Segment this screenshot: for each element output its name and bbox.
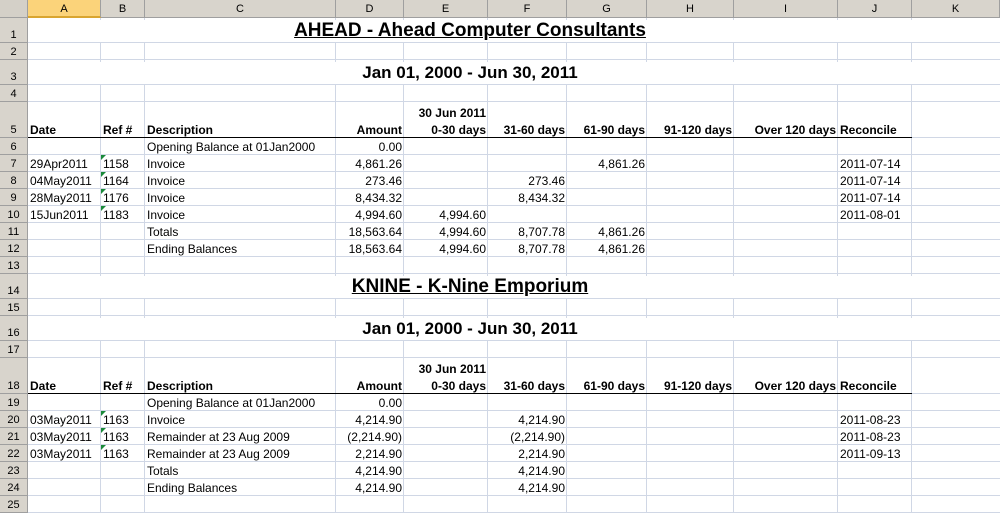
comment-indicator-icon <box>101 189 106 194</box>
comment-indicator-icon <box>101 206 106 211</box>
row-header-17[interactable]: 17 <box>0 341 28 358</box>
column-header-g[interactable]: G <box>567 0 647 18</box>
gridline-horizontal <box>28 315 1000 316</box>
line-description[interactable]: Invoice <box>147 208 186 222</box>
header-0-30-days[interactable]: 0-30 days <box>431 123 486 137</box>
worksheet-grid[interactable] <box>28 18 1000 513</box>
header-description[interactable]: Description <box>147 123 214 137</box>
report-title[interactable]: AHEAD - Ahead Computer Consultants <box>28 20 912 42</box>
header-underline <box>28 137 912 138</box>
line-31-60-days[interactable]: 4,214.90 <box>518 413 565 427</box>
row-header-14[interactable]: 14 <box>0 274 28 299</box>
gridline-horizontal <box>28 427 1000 428</box>
gridline-horizontal <box>28 239 1000 240</box>
header-date[interactable]: Date <box>30 123 57 137</box>
row-header-9[interactable]: 9 <box>0 189 28 206</box>
gridline-horizontal <box>28 42 1000 43</box>
line-31-60-days[interactable]: 2,214.90 <box>518 447 565 461</box>
opening-balance-label[interactable]: Opening Balance at 01Jan2000 <box>147 396 316 410</box>
column-header-f[interactable]: F <box>488 0 567 18</box>
row-header-3[interactable]: 3 <box>0 60 28 85</box>
column-header-i[interactable]: I <box>734 0 838 18</box>
line-description[interactable]: Invoice <box>147 191 186 205</box>
gridline-horizontal <box>28 298 1000 299</box>
header-reconcile[interactable]: Reconcile <box>840 123 897 137</box>
line-ref[interactable]: 1164 <box>103 174 129 188</box>
totals-31-60-days[interactable]: 4,214.90 <box>518 464 565 478</box>
line-date[interactable]: 15Jun2011 <box>30 208 89 222</box>
ending-0-30-days[interactable]: 4,994.60 <box>439 242 486 256</box>
line-description[interactable]: Invoice <box>147 157 186 171</box>
opening-balance-amount[interactable]: 0.00 <box>378 140 402 154</box>
header-amount[interactable]: Amount <box>356 123 402 137</box>
header-61-90-days[interactable]: 61-90 days <box>583 123 645 137</box>
row-header-1[interactable]: 1 <box>0 18 28 43</box>
totals-0-30-days[interactable]: 4,994.60 <box>439 225 486 239</box>
gridline-vertical <box>646 18 647 513</box>
row-header-6[interactable]: 6 <box>0 138 28 155</box>
line-reconcile-date[interactable]: 2011-07-14 <box>840 174 901 188</box>
totals-label[interactable]: Totals <box>147 225 179 239</box>
comment-indicator-icon <box>101 428 106 433</box>
header-over-120-days[interactable]: Over 120 days <box>754 379 836 393</box>
opening-balance-amount[interactable]: 0.00 <box>378 396 402 410</box>
column-header-c[interactable]: C <box>145 0 336 18</box>
ending-31-60-days[interactable]: 4,214.90 <box>518 481 565 495</box>
row-header-10[interactable]: 10 <box>0 206 28 223</box>
row-header-12[interactable]: 12 <box>0 240 28 257</box>
header-over-120-days[interactable]: Over 120 days <box>754 123 836 137</box>
line-amount[interactable]: (2,214.90) <box>347 430 402 444</box>
row-header-15[interactable]: 15 <box>0 299 28 316</box>
row-header-5[interactable]: 5 <box>0 102 28 138</box>
row-header-20[interactable]: 20 <box>0 411 28 428</box>
opening-balance-label[interactable]: Opening Balance at 01Jan2000 <box>147 140 316 154</box>
row-header-4[interactable]: 4 <box>0 85 28 102</box>
totals-61-90-days[interactable]: 4,861.26 <box>598 225 645 239</box>
header-description[interactable]: Description <box>147 379 214 393</box>
line-date[interactable]: 28May2011 <box>30 191 92 205</box>
line-ref[interactable]: 1163 <box>103 430 129 444</box>
header-61-90-days[interactable]: 61-90 days <box>583 379 645 393</box>
column-header-h[interactable]: H <box>647 0 734 18</box>
header-date[interactable]: Date <box>30 379 57 393</box>
row-header-19[interactable]: 19 <box>0 394 28 411</box>
column-header-e[interactable]: E <box>404 0 488 18</box>
line-ref[interactable]: 1183 <box>103 208 129 222</box>
comment-indicator-icon <box>101 445 106 450</box>
line-date[interactable]: 03May2011 <box>30 430 92 444</box>
gridline-horizontal <box>28 188 1000 189</box>
ending-31-60-days[interactable]: 8,707.78 <box>518 242 565 256</box>
comment-indicator-icon <box>101 172 106 177</box>
line-description[interactable]: Invoice <box>147 174 186 188</box>
header-as-of-date[interactable]: 30 Jun 2011 <box>418 106 486 120</box>
line-description[interactable]: Invoice <box>147 413 186 427</box>
row-header-25[interactable]: 25 <box>0 496 28 513</box>
totals-amount[interactable]: 18,563.64 <box>348 225 402 239</box>
gridline-horizontal <box>28 461 1000 462</box>
column-header-a[interactable]: A <box>28 0 101 18</box>
gridline-horizontal <box>28 478 1000 479</box>
totals-31-60-days[interactable]: 8,707.78 <box>518 225 565 239</box>
header-91-120-days[interactable]: 91-120 days <box>663 379 732 393</box>
row-header-21[interactable]: 21 <box>0 428 28 445</box>
header-reconcile[interactable]: Reconcile <box>840 379 897 393</box>
gridline-horizontal <box>28 59 1000 60</box>
line-61-90-days[interactable]: 4,861.26 <box>598 157 645 171</box>
line-reconcile-date[interactable]: 2011-08-23 <box>840 413 901 427</box>
row-header-18[interactable]: 18 <box>0 358 28 394</box>
header-91-120-days[interactable]: 91-120 days <box>663 123 732 137</box>
line-description[interactable]: Remainder at 23 Aug 2009 <box>147 447 290 461</box>
column-header-b[interactable]: B <box>101 0 145 18</box>
gridline-horizontal <box>28 154 1000 155</box>
line-amount[interactable]: 2,214.90 <box>355 447 402 461</box>
line-amount[interactable]: 273.46 <box>365 174 402 188</box>
line-date[interactable]: 04May2011 <box>30 174 92 188</box>
line-amount[interactable]: 4,994.60 <box>355 208 402 222</box>
ending-amount[interactable]: 18,563.64 <box>348 242 402 256</box>
column-header-j[interactable]: J <box>838 0 912 18</box>
line-amount[interactable]: 4,861.26 <box>355 157 402 171</box>
gridline-horizontal <box>28 410 1000 411</box>
gridline-horizontal <box>28 444 1000 445</box>
totals-amount[interactable]: 4,214.90 <box>355 464 402 478</box>
column-header-k[interactable]: K <box>912 0 1000 18</box>
gridline-horizontal <box>28 273 1000 274</box>
header-0-30-days[interactable]: 0-30 days <box>431 379 486 393</box>
gridline-horizontal <box>28 340 1000 341</box>
header-31-60-days[interactable]: 31-60 days <box>503 379 565 393</box>
header-underline <box>28 393 912 394</box>
line-31-60-days[interactable]: 8,434.32 <box>518 191 565 205</box>
row-header-13[interactable]: 13 <box>0 257 28 274</box>
comment-indicator-icon <box>101 411 106 416</box>
row-header-7[interactable]: 7 <box>0 155 28 172</box>
line-amount[interactable]: 4,214.90 <box>355 413 402 427</box>
line-description[interactable]: Remainder at 23 Aug 2009 <box>147 430 290 444</box>
gridline-horizontal <box>28 84 1000 85</box>
row-header-11[interactable]: 11 <box>0 223 28 240</box>
gridline-horizontal <box>28 495 1000 496</box>
line-reconcile-date[interactable]: 2011-09-13 <box>840 447 901 461</box>
row-header-23[interactable]: 23 <box>0 462 28 479</box>
ending-61-90-days[interactable]: 4,861.26 <box>598 242 645 256</box>
ending-amount[interactable]: 4,214.90 <box>355 481 402 495</box>
line-31-60-days[interactable]: 273.46 <box>528 174 565 188</box>
gridline-horizontal <box>28 101 1000 102</box>
row-header-8[interactable]: 8 <box>0 172 28 189</box>
report-period[interactable]: Jan 01, 2000 - Jun 30, 2011 <box>28 62 912 84</box>
line-31-60-days[interactable]: (2,214.90) <box>510 430 565 444</box>
select-all-corner[interactable] <box>0 0 28 18</box>
line-ref[interactable]: 1163 <box>103 413 129 427</box>
gridline-vertical <box>733 18 734 513</box>
row-header-2[interactable]: 2 <box>0 43 28 60</box>
line-reconcile-date[interactable]: 2011-08-23 <box>840 430 901 444</box>
line-reconcile-date[interactable]: 2011-07-14 <box>840 191 901 205</box>
line-ref[interactable]: 1176 <box>103 191 129 205</box>
header-ref[interactable]: Ref # <box>103 379 133 393</box>
gridline-horizontal <box>28 222 1000 223</box>
gridline-horizontal <box>28 205 1000 206</box>
line-date[interactable]: 29Apr2011 <box>30 157 88 171</box>
line-reconcile-date[interactable]: 2011-07-14 <box>840 157 901 171</box>
report-title[interactable]: KNINE - K-Nine Emporium <box>28 276 912 298</box>
gridline-horizontal <box>28 171 1000 172</box>
line-date[interactable]: 03May2011 <box>30 413 92 427</box>
line-amount[interactable]: 8,434.32 <box>355 191 402 205</box>
line-reconcile-date[interactable]: 2011-08-01 <box>840 208 901 222</box>
line-0-30-days[interactable]: 4,994.60 <box>439 208 486 222</box>
row-header-24[interactable]: 24 <box>0 479 28 496</box>
report-period[interactable]: Jan 01, 2000 - Jun 30, 2011 <box>28 318 912 340</box>
totals-label[interactable]: Totals <box>147 464 179 478</box>
header-31-60-days[interactable]: 31-60 days <box>503 123 565 137</box>
header-amount[interactable]: Amount <box>356 379 402 393</box>
header-as-of-date[interactable]: 30 Jun 2011 <box>418 362 486 376</box>
column-header-d[interactable]: D <box>336 0 404 18</box>
line-date[interactable]: 03May2011 <box>30 447 92 461</box>
gridline-horizontal <box>28 256 1000 257</box>
row-header-16[interactable]: 16 <box>0 316 28 341</box>
header-ref[interactable]: Ref # <box>103 123 133 137</box>
ending-label[interactable]: Ending Balances <box>147 481 238 495</box>
ending-label[interactable]: Ending Balances <box>147 242 238 256</box>
line-ref[interactable]: 1163 <box>103 447 129 461</box>
comment-indicator-icon <box>101 155 106 160</box>
gridline-horizontal <box>28 357 1000 358</box>
row-header-22[interactable]: 22 <box>0 445 28 462</box>
line-ref[interactable]: 1158 <box>103 157 129 171</box>
